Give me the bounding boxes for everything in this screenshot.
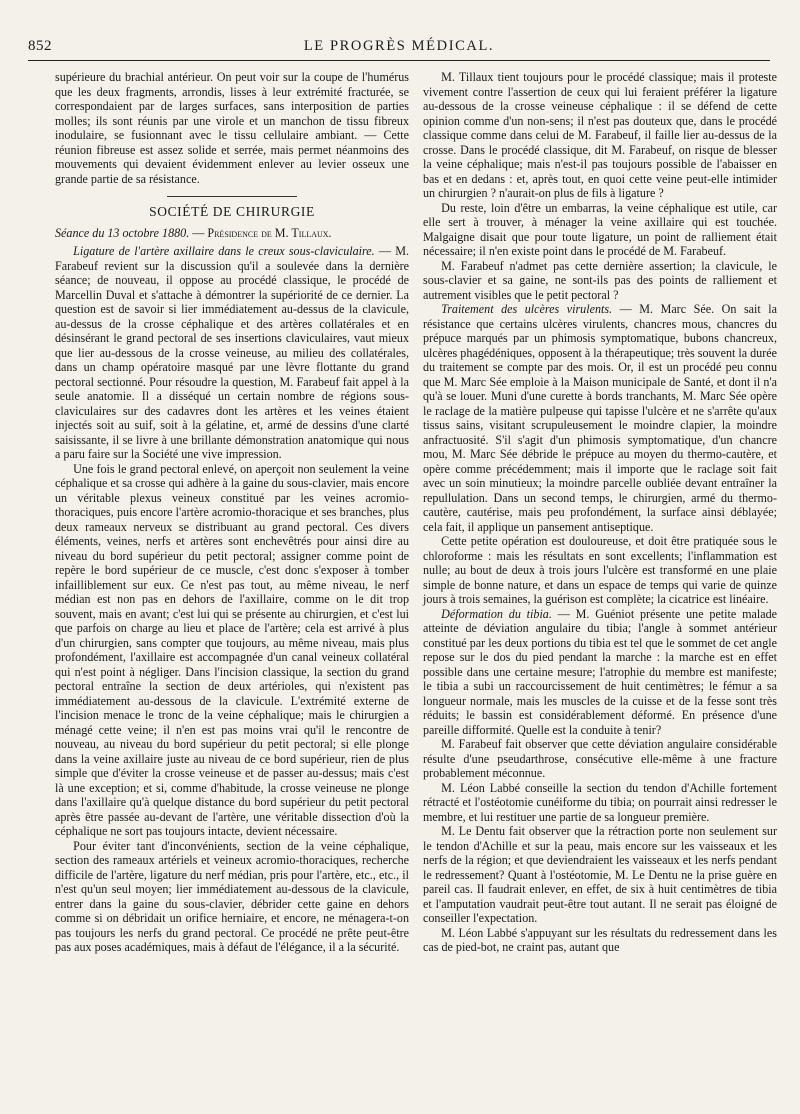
paragraph-operation: Cette petite opération est douloureuse, et doit être pratiquée sous le chloroforme : mais les résultats en sont excellents; l'inflammation est nulle; au bout de deux à trois jours l'ulcère est transformé en une plaie simple de bonne nature, et dans un espace de temps qui varie de quinze jours à trois semaines, la guérison est complète; la cicatrice est linéaire. <box>423 534 777 606</box>
paragraph-tillaux: M. Tillaux tient toujours pour le procédé classique; mais il proteste vivement contre l'assertion de ceux qui lui feraient préférer la ligature au-dessous de la crosse veineuse céphalique : il se défend de cette opinion comme d'un non-sens; il n'est pas douteux que, dans le procédé classique comme dans celui de M. Farabeuf, il faille lier au-dessus de la crosse. Dans le procédé classique, dit M. Farabeuf, on risque de blesser la veine céphalique; mais n'est-il pas toujours possible de l'abaisser en bas et en dedans : et, après tout, en quoi cette veine peut-elle intimider un chirurgien ? n'aurait-on plus de fils à ligature ? <box>423 70 777 200</box>
left-column <box>55 70 409 955</box>
session-presidency: — Présidence de M. Tillaux. <box>189 225 332 240</box>
paragraph-traitement <box>423 302 777 534</box>
paragraph-traitement-title: Traitement des ulcères virulents. <box>441 302 613 316</box>
paragraph-deformation-title: Déformation du tibia. <box>441 606 552 621</box>
paragraph-ligature-body: — M. Farabeuf revient sur la discussion qu'il a soulevée dans la dernière séance; de nouveau, il oppose au procédé classique, le procédé de Marcellin Duval et s'attache à démontrer la supériorité de ce dernier. La question est de savoir si lier immédiatement au-dessus de la clavicule, au-dessus de la crosse céphalique et des artères collatérales et en désinsérant le grand pectoral de ses insertions claviculaires, vaut mieux que lier au-dessous de la crosse veineuse, au milieu des collatérales, dans un champ opératoire masqué par une lèvre flottante du grand pectoral sectionné. Pour résoudre la question, M. Farabeuf fait appel à la seule anatomie. Il a disséqué un certain nombre de régions sous-claviculaires sur des cadavres dont les artères et les veines étaient injectés soit au suif, soit à la gélatine, et, armé de dessins d'une clarté saisissante, il se livre à une brillante démonstration anatomique qui nous a paru faire sur la Société une vive impression. <box>55 244 409 461</box>
session-date: Séance du 13 octobre 1880. <box>55 225 190 240</box>
paragraph-farabeuf-observation: M. Farabeuf fait observer que cette déviation angulaire considérable résulte d'une pseudarthrose, consécutive elle-même à une fracture probablement méconnue. <box>423 737 777 780</box>
paragraph-traitement-body: — M. Marc Sée. On sait la résistance que certains ulcères virulents, chancres mous, chancres du prépuce marqués par un phimosis symptomatique, bubons chancreux, ulcères phagédéniques, opposent à la thérapeutique; très souvent la durée du traitement se compte par des mois. Or, il est un procédé peu connu que M. Marc Sée emploie à la Maison municipale de Santé, et dont il n'a qu'à se louer. Muni d'une curette à bords tranchants, M. Marc Sée opère le raclage de la matière pulpeuse qui tapisse l'ulcère et ne s'arrête qu'aux tissus sains, visitant scrupuleusement le moindre clapier, la moindre anfractuosité. S'il s'agit d'un phimosis symptomatique, d'un chancre mou, M. Marc Sée débride le prépuce au moyen du thermo-cautère, et opère comme précédemment; mais il importe que le raclage soit fait avec un soin minutieux; la moindre parcelle oubliée devant entraîner la repullulation. Dans un second temps, le chirurgien, armé du thermo-cautère, cautérise, mais peu profondément, la surface ainsi déblayée; cela fait, il applique un pansement antiseptique. <box>423 302 777 534</box>
page-number: 852 <box>28 38 52 54</box>
session-line <box>55 226 409 241</box>
paragraph-continuation: supérieure du brachial antérieur. On peut voir sur la coupe de l'humérus que les deux fragments, arrondis, lisses à leur extrémité fracturée, se correspondaient par de larges surfaces, sans interposition de parties molles; ils sont réunis par une virole et un manchon de tissu fibreux inodulaire, se fusionnant avec le tissu cellulaire ambiant. — Cette réunion fibreuse est assez solide et serrée, mais permet néanmoins des mouvements qui devaient évidemment enlever au levier osseux une grande partie de sa résistance. <box>55 70 409 186</box>
right-column <box>423 70 777 955</box>
journal-title: LE PROGRÈS MÉDICAL. <box>303 38 495 54</box>
paragraph-deformation <box>423 607 777 738</box>
paragraph-ligature-title: Ligature de l'artère axillaire dans le creux sous-claviculaire. <box>73 244 375 258</box>
paragraph-ligature <box>55 244 409 462</box>
section-divider <box>167 196 297 197</box>
paragraph-labbe-first: M. Léon Labbé conseille la section du tendon d'Achille fortement rétracté et l'ostéotomie cunéiforme du tibia; on pourrait ainsi redresser le membre, et lui restituer une partie de sa longueur première. <box>423 780 777 824</box>
section-title: SOCIÉTÉ DE CHIRURGIE <box>149 204 315 219</box>
page-header <box>28 38 770 61</box>
paragraph-eviter: Pour éviter tant d'inconvénients, section de la veine céphalique, section des rameaux artériels et veineux acromio-thoraciques, recherche difficile de l'artère, ligature du nerf médian, pris pour l'artère, etc., etc., il n'est qu'un seul moyen; lier immédiatement au-dessous de la clavicule, entrer dans la gaine du sous-clavier, débrider cette gaine en dehors comme si on débridait un orifice herniaire, et encore, ne ménagera-t-on pas toujours les nerfs du grand pectoral. Ce procédé ne prête peut-être pas aux poses académiques, mais à défaut de l'élégance, il a la sécurité. <box>55 838 409 954</box>
paragraph-deformation-body: — M. Guéniot présente une petite malade atteinte de déviation angulaire du tibia; l'angle à sommet antérieur constitué par les deux portions du tibia est tel que le sommet de cet angle repose sur le dos du pied pendant la marche : la marche est en effet possible dans une certaine mesure; l'atrophie du membre est manifeste; le tibia a subi un raccourcissement de huit centimètres; le fémur a sa longueur normale, mais les muscles de la cuisse et de la fesse sont très réduits; le bassin est considérablement déformé. En présence d'une pareille difformité. Quelle est la conduite à tenir? <box>423 606 777 737</box>
paragraph-reste: Du reste, loin d'être un embarras, la veine céphalique est utile, car elle sert à trouver, à ménager la veine axillaire qui est touchée. Malgaigne disait que pour toute ligature, un point de ralliement était nécessaire; il n'en existe point dans le procédé de M. Farabeuf. <box>423 200 777 258</box>
paragraph-le-dentu: M. Le Dentu fait observer que la rétraction porte non seulement sur le tendon d'Achille et sur la peau, mais encore sur les vaisseaux et les nerfs de la région; et que deviendraient les vaisseaux et les nerfs pendant le redressement? Quant à l'ostéotomie, M. Le Dentu ne la prise guère en pareil cas. Il faudrait enlever, en effet, de six à huit centimètres de tibia et l'amputation vaudrait peut-être tout autant. Il ne serait pas éloigné de conseiller l'expectation. <box>423 824 777 925</box>
paragraph-labbe-second: M. Léon Labbé s'appuyant sur les résultats du redressement dans les cas de pied-bot, ne craint pas, autant que <box>423 925 777 954</box>
paragraph-pectoral: Une fois le grand pectoral enlevé, on aperçoit non seulement la veine céphalique et sa crosse qui adhère à la gaine du sous-clavier, mais encore un véritable plexus veineux constitué par les veines acromio-thoraciques, puis encore l'artère acromio-thoracique et ses branches, plus deux rameaux nerveux se distribuant au grand pectoral. Ces divers éléments, veines, nerfs et artères sont enchevêtrés pour ainsi dire au niveau du bord supérieur du petit pectoral; assigner comme point de repère le bord supérieur de ce muscle, c'est donc s'exposer à tomber infailliblement sur eux. Ce n'est pas tout, au même niveau, le nerf médian est non pas en dehors de l'axillaire, comme on le dit trop souvent, mais en avant; c'est lui qui se présente au chirurgien, et c'est lui que parfois on charge au lieu et place de l'artère; cela est arrivé à plus d'un chirurgien, sans compter que toujours, au même niveau, mais plus profondément, l'axillaire est accompagnée d'un canal veineux collatéral qui n'est point à négliger. Dans l'incision classique, la section du grand pectoral entraîne la section de deux artérioles, qui n'existent pas immédiatement au-dessous de la clavicule. L'extrémité externe de l'incision menace le tronc de la veine céphalique; mais le chirurgien a ménagé cette veine; il n'en est pas moins vrai qu'il le rencontre de nouveau, au niveau du bord supérieur du petit pectoral; si elle plonge dans la veine axillaire juste au niveau de ce bord supérieur, rien de plus simple que d'éviter la crosse veineuse et de passer au-dessus; mais c'est là une exception; et si, comme d'habitude, la crosse veineuse ne plonge dans l'axillaire qu'à quelque distance du bord supérieur du petit pectoral après être passée au-devant de l'artère, une véritable dissection d'où la céphalique ne sort pas toujours intacte, devient nécessaire. <box>55 461 409 838</box>
paragraph-farabeuf-reply: M. Farabeuf n'admet pas cette dernière assertion; la clavicule, le sous-clavier et sa gaine, ne sont-ils pas des points de ralliement et autrement visibles que le petit pectoral ? <box>423 258 777 302</box>
